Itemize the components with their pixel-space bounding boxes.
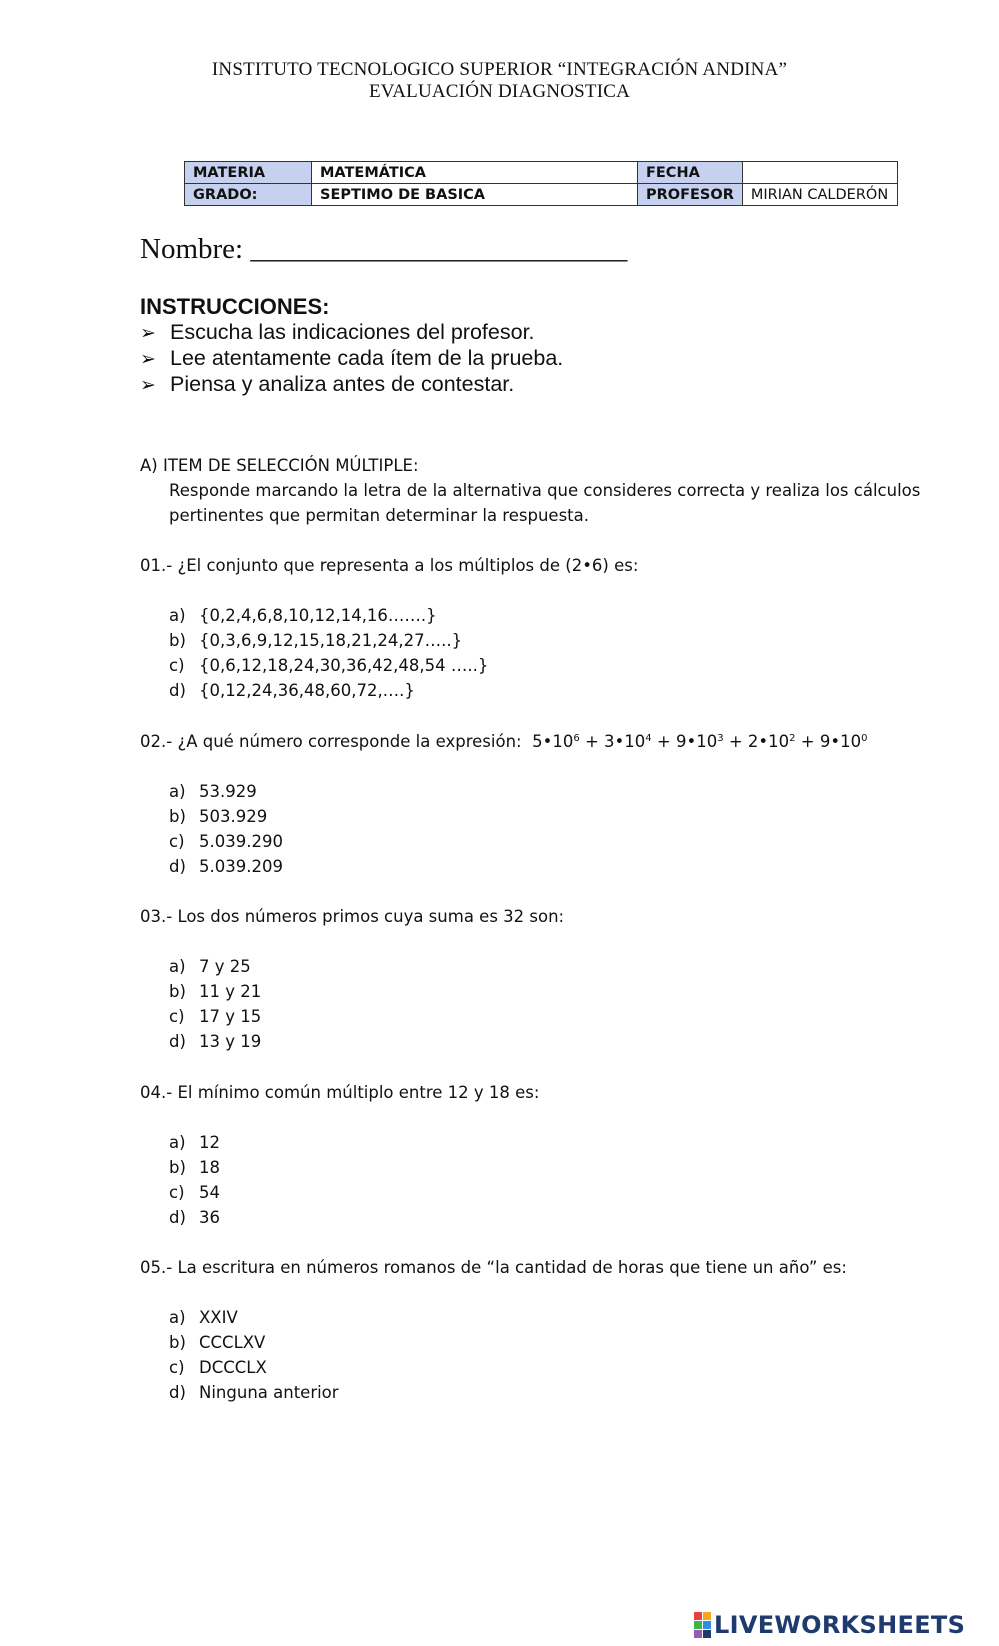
materia-value: MATEMÁTICA (312, 162, 638, 184)
info-row-grado (185, 184, 898, 206)
instruction-item (140, 372, 514, 397)
instruction-item (140, 320, 535, 345)
option-01-c[interactable]: c) {0,6,12,18,24,30,36,42,48,54 …..} (169, 656, 489, 675)
option-05-b[interactable]: b) CCCLXV (169, 1333, 266, 1352)
instructions-title: INSTRUCCIONES: (140, 294, 330, 319)
liveworksheets-logo (694, 1610, 965, 1640)
question-05: 05.- La escritura en números romanos de “la cantidad de horas que tiene un año” es: (140, 1258, 847, 1277)
instruction-item (140, 346, 563, 371)
section-a-description-line1: Responde marcando la letra de la alternativa que consideres correcta y realiza los cálculos (169, 481, 921, 500)
arrow-bullet-icon: ➢ (140, 349, 156, 370)
option-03-c[interactable]: c) 17 y 15 (169, 1007, 262, 1026)
logo-squares-icon (694, 1612, 711, 1638)
fecha-label: FECHA (638, 162, 743, 184)
logo-text: LIVEWORKSHEETS (714, 1611, 966, 1639)
option-02-d[interactable]: d) 5.039.209 (169, 857, 283, 876)
institution-title: INSTITUTO TECNOLOGICO SUPERIOR “INTEGRACIÓN ANDINA” (211, 59, 788, 80)
instruction-text: Piensa y analiza antes de contestar. (170, 372, 515, 396)
expression-term: $3•10^4$ + (604, 732, 676, 751)
question-02-text: 02.- ¿A qué número corresponde la expresión: (140, 732, 522, 751)
grado-label: GRADO: (185, 184, 312, 206)
question-02 (140, 732, 867, 751)
profesor-value: MIRIAN CALDERÓN (742, 184, 897, 206)
option-01-b[interactable]: b) {0,3,6,9,12,15,18,21,24,27…..} (169, 631, 463, 650)
expression-term: $2•10^2$ + (747, 732, 820, 751)
info-row-materia (185, 162, 898, 184)
section-a-description-line2: pertinentes que permitan determinar la respuesta. (169, 506, 589, 525)
expression-term: $9•10^3$ + (675, 732, 748, 751)
fecha-value[interactable] (742, 162, 897, 184)
question-01: 01.- ¿El conjunto que representa a los múltiplos de (2•6) es: (140, 556, 639, 575)
grado-value: SEPTIMO DE BASICA (312, 184, 638, 206)
option-05-a[interactable]: a) XXIV (169, 1308, 238, 1327)
option-03-d[interactable]: d) 13 y 19 (169, 1032, 262, 1051)
info-table (184, 161, 898, 206)
option-03-a[interactable]: a) 7 y 25 (169, 957, 251, 976)
instruction-text: Escucha las indicaciones del profesor. (170, 320, 535, 344)
question-04: 04.- El mínimo común múltiplo entre 12 y 18 es: (140, 1083, 540, 1102)
nombre-field[interactable]: Nombre: __________________________ (140, 233, 628, 265)
instruction-text: Lee atentamente cada ítem de la prueba. (170, 346, 564, 370)
option-05-c[interactable]: c) DCCCLX (169, 1358, 267, 1377)
option-02-a[interactable]: a) 53.929 (169, 782, 257, 801)
option-02-b[interactable]: b) 503.929 (169, 807, 268, 826)
question-03: 03.- Los dos números primos cuya suma es 32 son: (140, 907, 565, 926)
option-01-a[interactable]: a) {0,2,4,6,8,10,12,14,16…….} (169, 606, 437, 625)
evaluation-title: EVALUACIÓN DIAGNOSTICA (368, 81, 631, 102)
option-01-d[interactable]: d) {0,12,24,36,48,60,72,….} (169, 681, 415, 700)
option-04-b[interactable]: b) 18 (169, 1158, 220, 1177)
materia-label: MATERIA (185, 162, 312, 184)
option-04-a[interactable]: a) 12 (169, 1133, 220, 1152)
arrow-bullet-icon: ➢ (140, 375, 156, 396)
expression-term: $5•10^6$ + (532, 732, 605, 751)
section-a-title: A) ITEM DE SELECCIÓN MÚLTIPLE: (140, 456, 419, 475)
option-04-c[interactable]: c) 54 (169, 1183, 220, 1202)
option-05-d[interactable]: d) Ninguna anterior (169, 1383, 339, 1402)
profesor-label: PROFESOR (638, 184, 743, 206)
option-03-b[interactable]: b) 11 y 21 (169, 982, 262, 1001)
option-04-d[interactable]: d) 36 (169, 1208, 220, 1227)
expression-term: $9•10^0$ (819, 732, 868, 751)
option-02-c[interactable]: c) 5.039.290 (169, 832, 283, 851)
arrow-bullet-icon: ➢ (140, 323, 156, 344)
